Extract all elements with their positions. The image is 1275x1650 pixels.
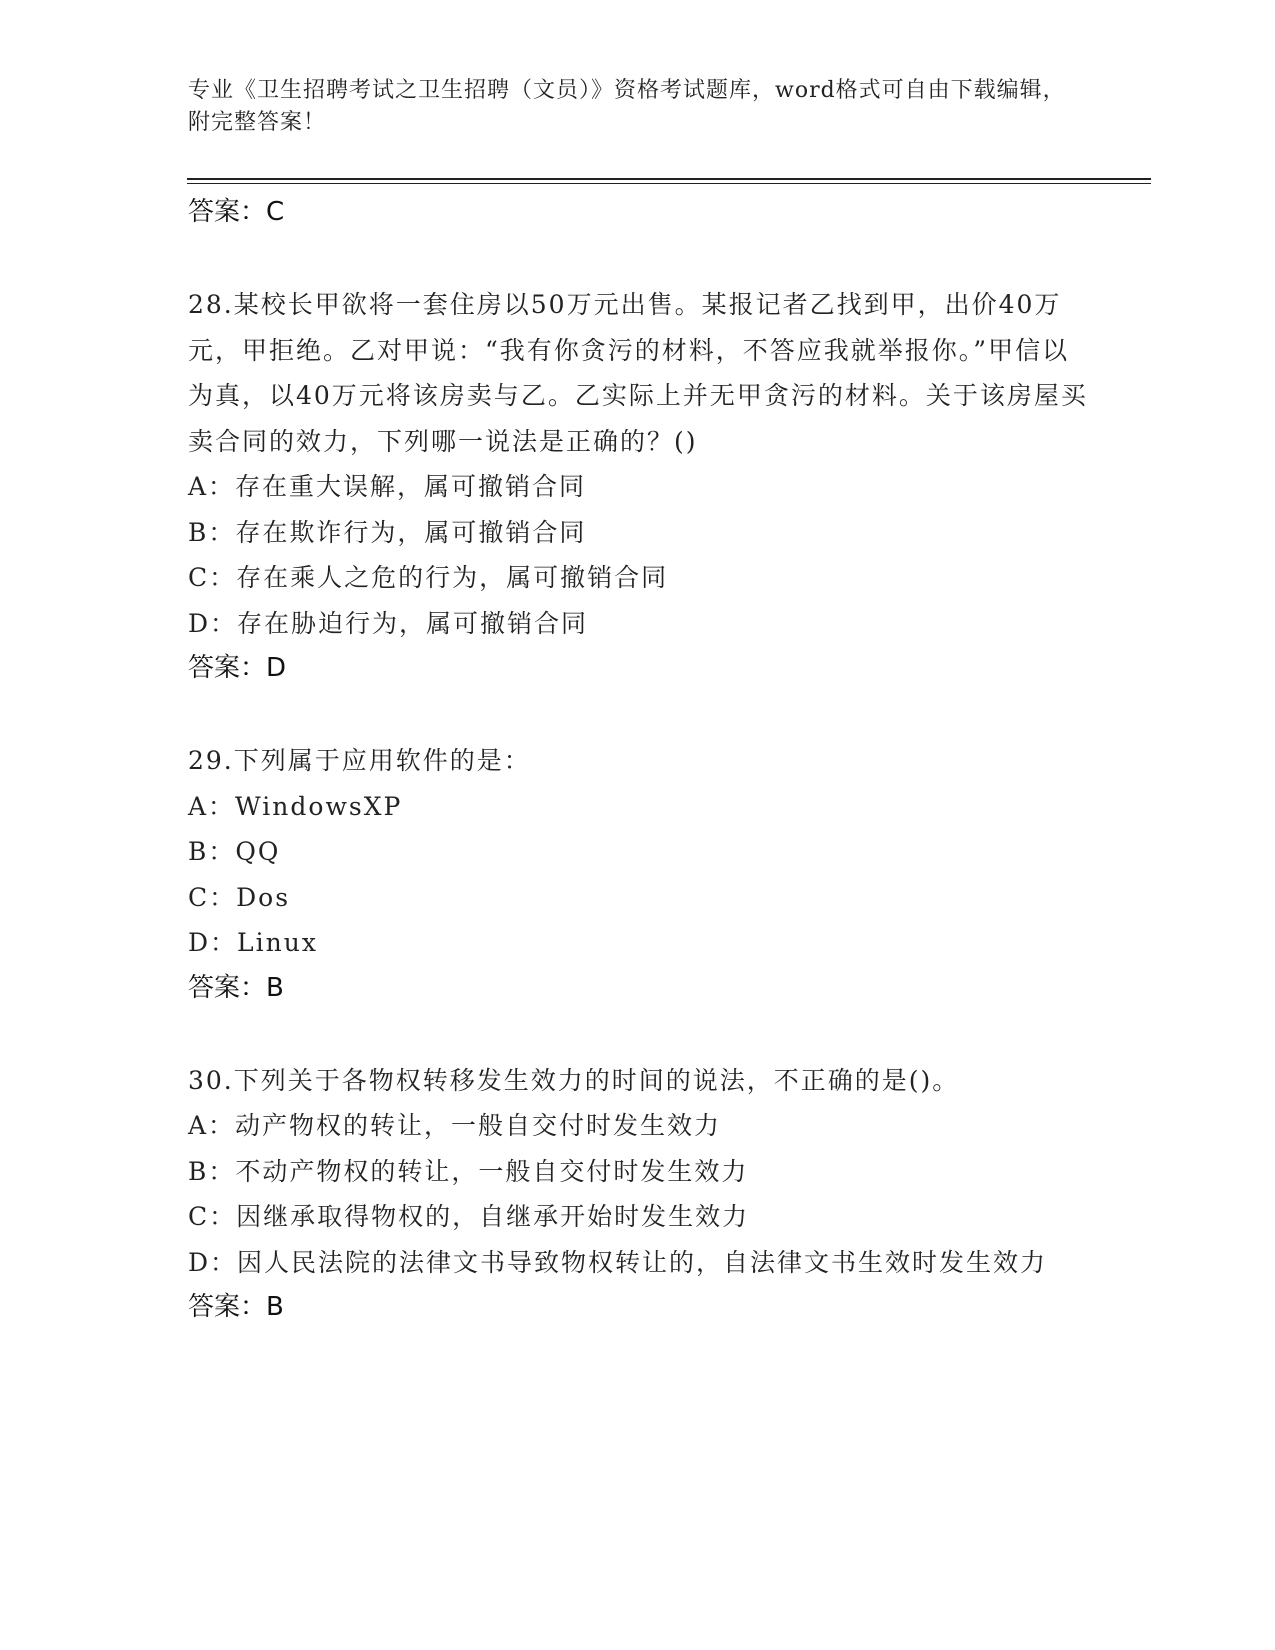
question-answer: 答案：B [188,1292,284,1322]
question-text: 30.下列关于各物权转移发生效力的时间的说法，不正确的是()。 [188,1065,960,1095]
option-d: D：存在胁迫行为，属可撤销合同 [188,608,589,638]
option-a: A：WindowsXP [188,791,403,821]
option-a: A：动产物权的转让，一般自交付时发生效力 [188,1111,722,1140]
question-29 [188,738,1088,1010]
option-b: B：存在欺诈行为，属可撤销合同 [188,517,587,547]
question-30 [188,1058,1088,1330]
option-b: B：QQ [188,837,281,866]
previous-answer: 答案：C [188,197,285,227]
question-text: 28.某校长甲欲将一套住房以50万元出售。某报记者乙找到甲，出价40万元，甲拒绝。乙对甲说：“我有你贪污的材料，不答应我就举报你。”甲信以为真，以40万元将该房卖与乙。乙实际上并无甲贪污的材料。关于该房屋买卖合同的效力，下列哪一说法是正确的？() [188,290,1088,456]
question-text: 29.下列属于应用软件的是： [188,746,531,775]
option-c: C：因继承取得物权的，自继承开始时发生效力 [188,1202,750,1231]
option-c: C：存在乘人之危的行为，属可撤销合同 [188,563,669,592]
page-header-intro: 专业《卫生招聘考试之卫生招聘（文员）》资格考试题库，word格式可自由下载编辑，附完整答案！ [188,78,1066,135]
option-d: D：因人民法院的法律文书导致物权转让的，自法律文书生效时发生效力 [188,1247,1048,1277]
option-b: B：不动产物权的转让，一般自交付时发生效力 [188,1156,749,1186]
option-d: D：Linux [188,928,318,957]
header-divider-thin [187,183,1151,184]
question-answer: 答案：B [188,972,284,1003]
header-divider-thick [187,178,1151,180]
option-a: A：存在重大误解，属可撤销合同 [188,472,587,501]
option-c: C：Dos [188,882,291,912]
question-28 [188,282,1088,690]
question-answer: 答案：D [188,653,287,683]
question-list [188,190,1088,1329]
